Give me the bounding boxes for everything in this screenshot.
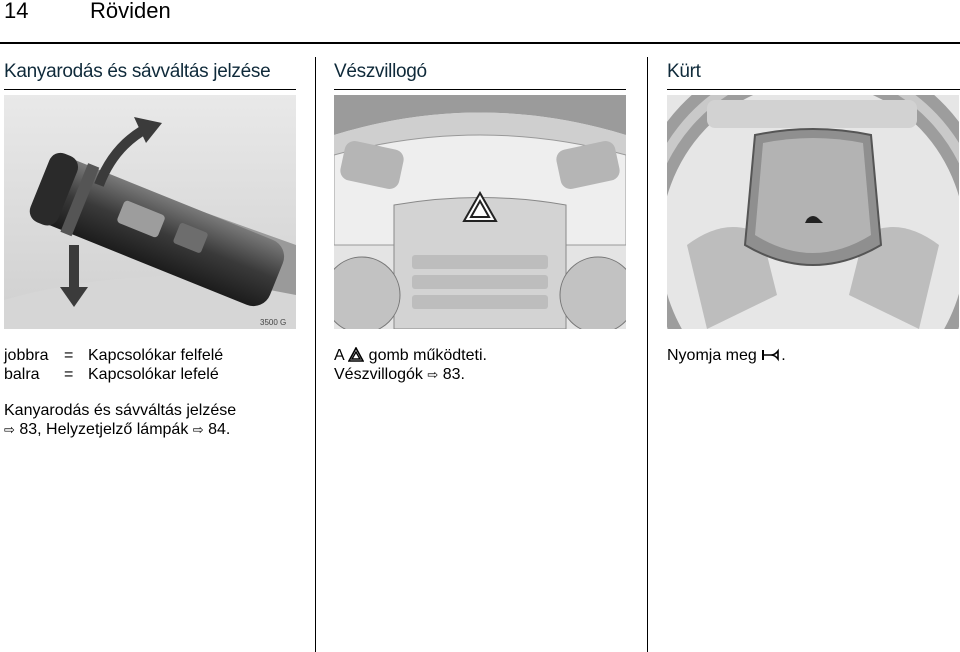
paragraph-line [667,346,957,365]
paragraph-line [334,365,634,384]
paragraph-text: 84. [203,421,231,438]
paragraph-line [334,346,634,365]
table-value: Kapcsolókar lefelé [88,366,219,383]
horn-paragraph [667,346,957,365]
section-heading-hazard: Vészvillogó [334,61,427,82]
ref-arrow-icon: ⇨ [427,367,439,382]
paragraph-text: Nyomja meg [667,347,762,364]
turn-signal-paragraph [4,401,304,439]
column-divider [315,57,316,652]
turn-signal-lever-illustration [4,95,296,329]
direction-table [4,346,304,384]
paragraph-line: Kanyarodás és sávváltás jelzése [4,402,237,419]
figure-code: 3500 G [260,318,287,327]
table-key: balra [4,366,40,383]
paragraph-text: . [781,347,786,364]
table-row [4,346,304,365]
table-key: jobbra [4,347,49,364]
section-heading-turn-signal: Kanyarodás és sávváltás jelzése [4,61,271,82]
section-rule [334,89,626,90]
paragraph-text: gomb működteti. [364,347,487,364]
hazard-paragraph [334,346,634,384]
hazard-button-illustration [334,95,626,329]
paragraph-line [4,420,304,439]
page-number: 14 [4,0,29,23]
table-row [4,365,304,384]
ref-arrow-icon: ⇨ [4,422,15,437]
section-rule [667,89,960,90]
paragraph-text: A [334,347,349,364]
header-rule [0,42,960,44]
paragraph-text: Vészvillogók [334,366,428,383]
steering-wheel-illustration [667,95,959,329]
hazard-triangle-icon [348,347,364,362]
table-eq: = [64,347,74,364]
section-rule [4,89,296,90]
ref-arrow-icon: ⇨ [192,422,204,437]
section-heading-horn: Kürt [667,61,701,82]
horn-icon [761,348,781,362]
table-eq: = [64,366,74,383]
page-title: Röviden [90,0,171,23]
table-value: Kapcsolókar felfelé [88,347,224,364]
paragraph-text: 83, Helyzetjelző lámpák [14,421,193,438]
column-divider [647,57,648,652]
paragraph-text: 83. [438,366,465,383]
